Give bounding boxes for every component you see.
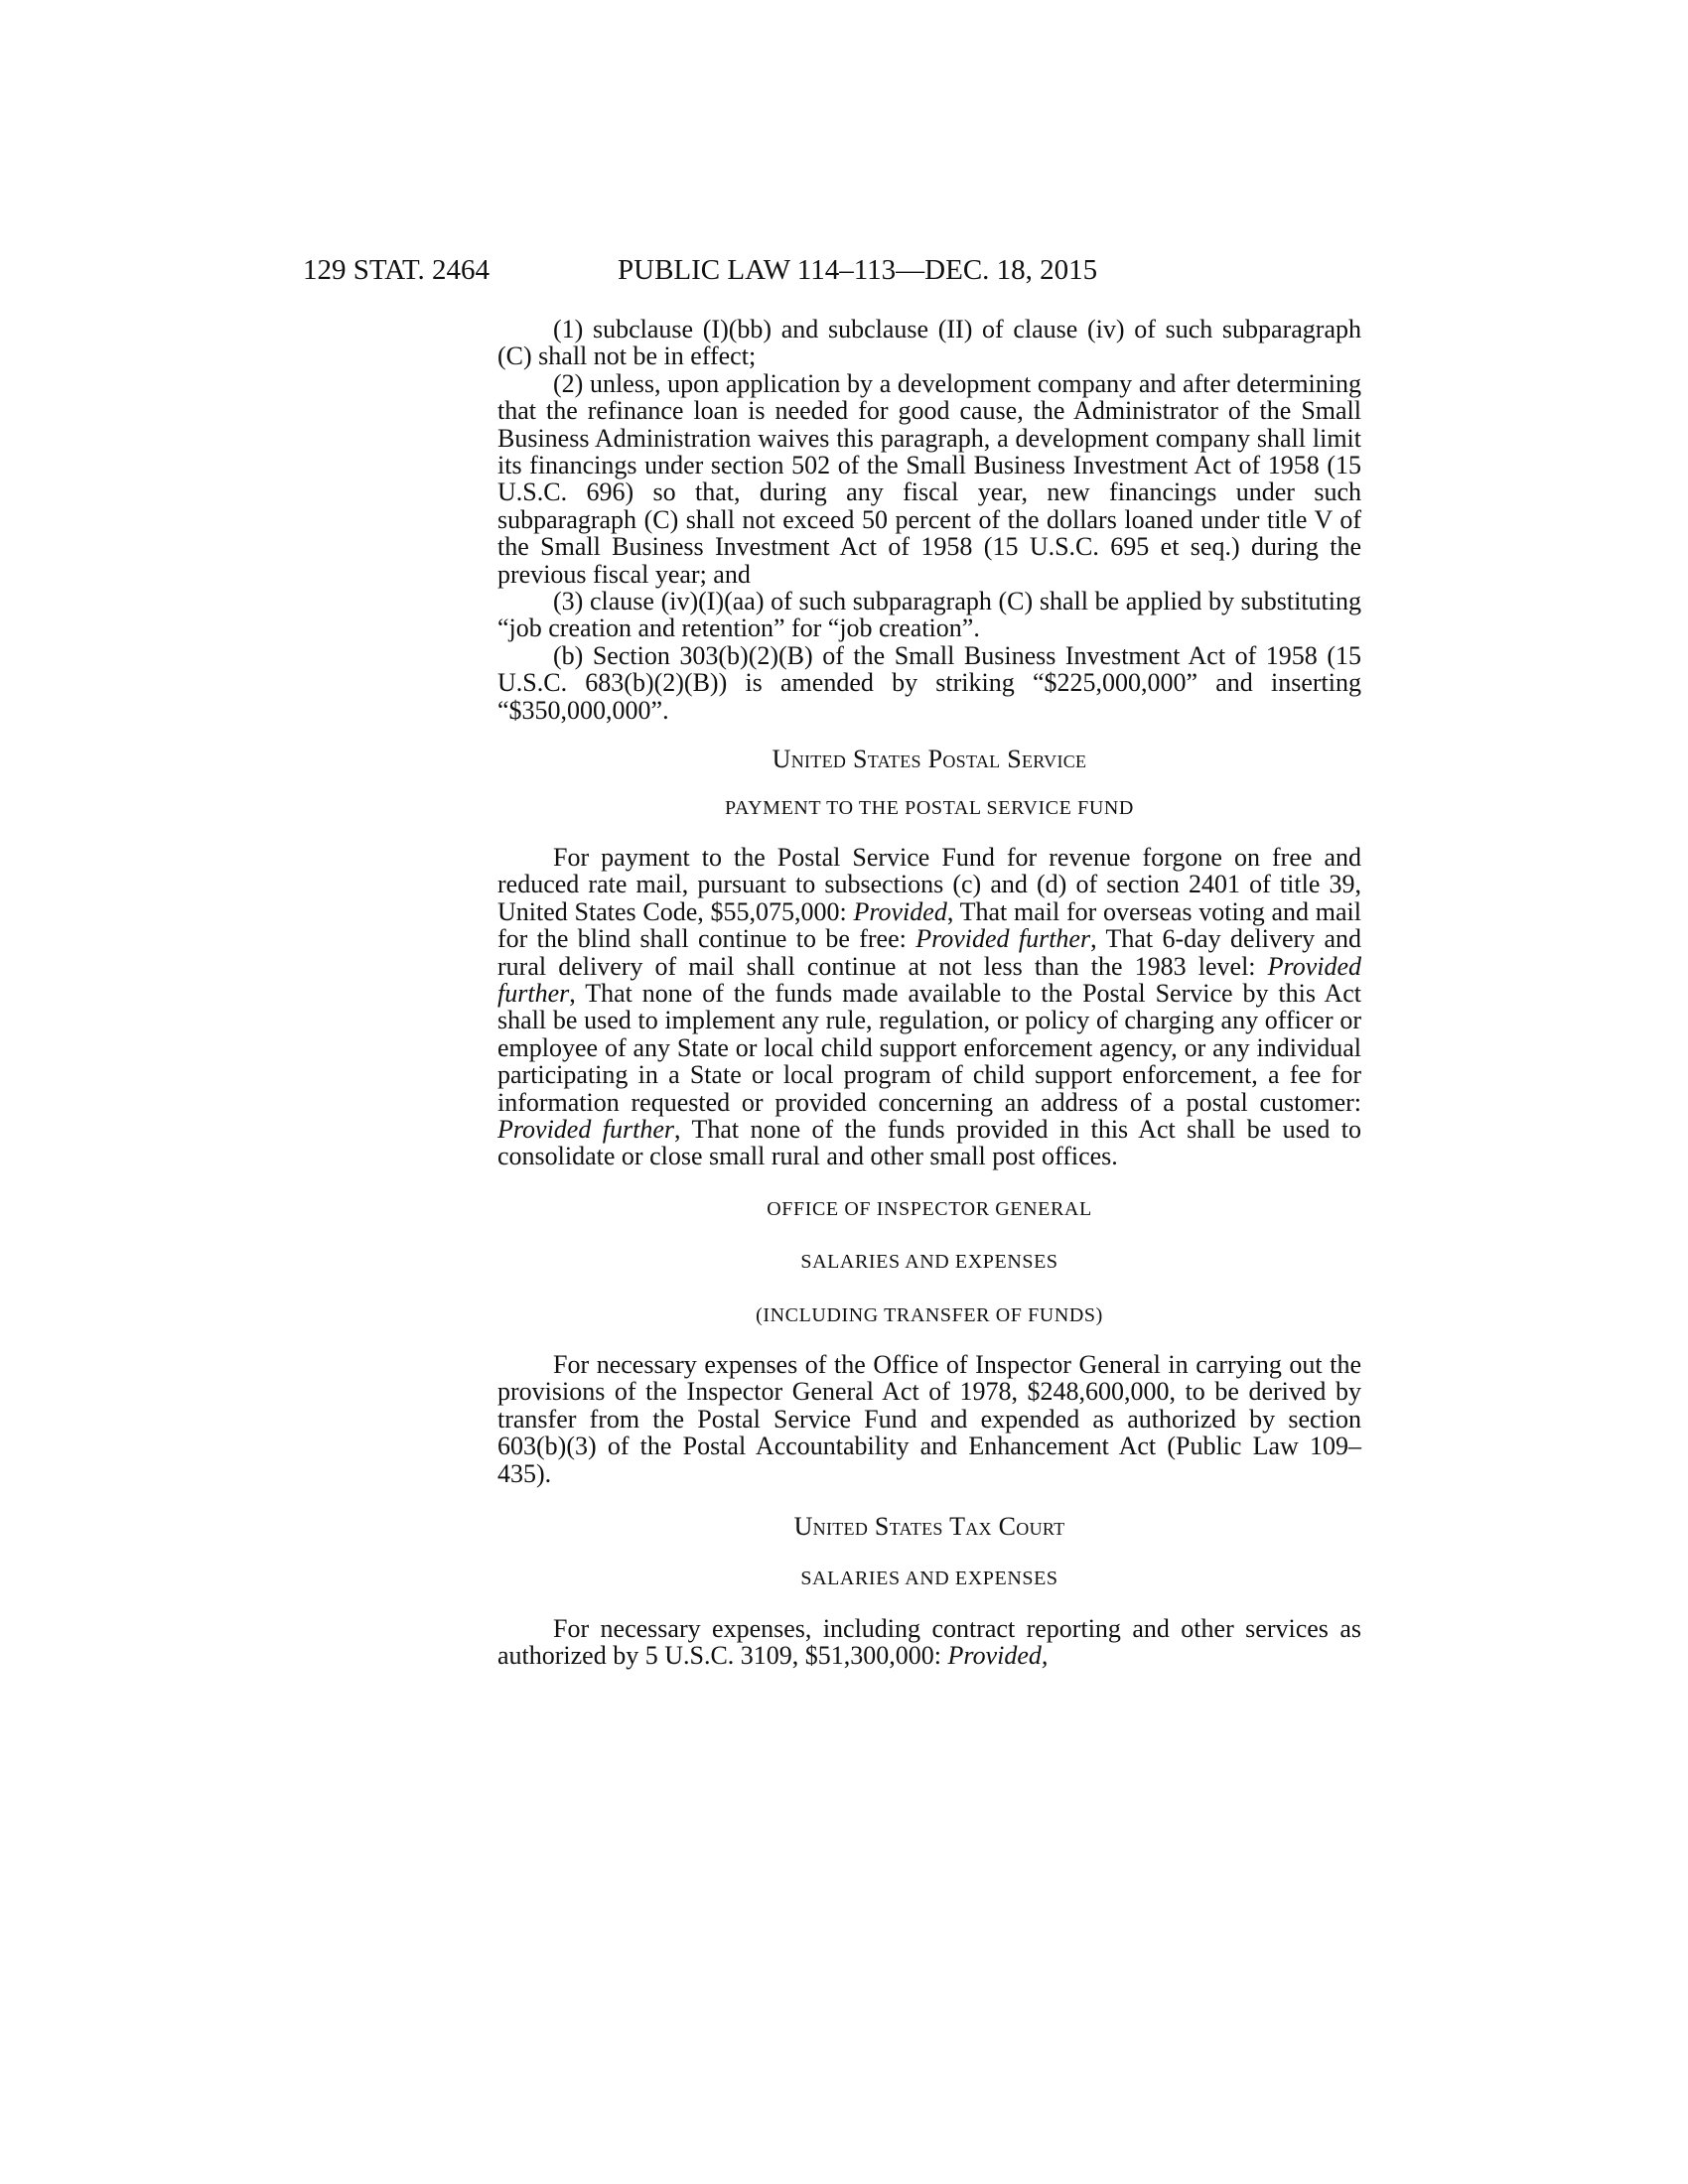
- oig-heading: OFFICE OF INSPECTOR GENERAL: [767, 1197, 1092, 1220]
- proviso-2: Provided further: [915, 924, 1091, 954]
- postal-fund-paragraph: For payment to the Postal Service Fund for revenue forgone on free and reduced rate mail, pursuant to subsections (c) and (d) of section 2401 of title 39, United States Code, $55,075,000: Provided, That mail for overseas voting and mail for the blind shall continue to be free: Provided further, That 6-day delivery and rural delivery of mail shall continue at not less than the 1983 level: Provided further, That none of the funds made available to the Postal Service by this Act shall be used to implement any rule, regulation, or policy of charging any officer or employee of any State or local child support enforcement agency, or any individual participating in a State or local program of child support enforcement, a fee for information requested or provided concerning an address of a postal customer: Provided further, That none of the funds provided in this Act shall be used to consolidate or close small rural and other small post offices.: [497, 842, 1362, 1171]
- proviso-1: Provided: [853, 896, 947, 926]
- oig-paragraph: For necessary expenses of the Office of Inspector General in carrying out the provisions of the Inspector General Act of 1978, $248,600,000, to be derived by transfer from the Postal Service Fund and expended as authorized by section 603(b)(3) of the Postal Accountability and Enhancement Act (Public Law 109–435).: [497, 1350, 1361, 1488]
- proviso-4: Provided further: [497, 1114, 675, 1144]
- oig-transfer-note: (INCLUDING TRANSFER OF FUNDS): [756, 1303, 1103, 1326]
- tax-court-subheading: SALARIES AND EXPENSES: [800, 1568, 1058, 1590]
- stat-page-number: 129 STAT. 2464: [303, 254, 491, 286]
- tax-court-proviso: Provided,: [947, 1641, 1049, 1671]
- clause-3: (3) clause (iv)(I)(aa) of such subparagraph (C) shall be applied by substituting “job creation and retention” for “job creation”.: [497, 587, 1361, 643]
- postal-service-heading: United States Postal Service: [772, 745, 1087, 774]
- clause-2: (2) unless, upon application by a development company and after determining that the refinance loan is needed for good cause, the Administrator of the Small Business Administration waives this paragraph, a development company shall limit its financings under section 502 of the Small Business Investment Act of 1958 (15 U.S.C. 696) so that, during any fiscal year, new financings under such subparagraph (C) shall not exceed 50 percent of the dollars loaned under title V of the Small Business Investment Act of 1958 (15 U.S.C. 695 et seq.) during the previous fiscal year; and: [497, 368, 1361, 589]
- postal-fund-subheading: PAYMENT TO THE POSTAL SERVICE FUND: [725, 796, 1134, 819]
- proviso-3: Provided further: [497, 951, 1361, 1008]
- tax-court-heading: United States Tax Court: [793, 1512, 1065, 1542]
- tax-court-paragraph: For necessary expenses, including contract reporting and other services as authorized by 5 U.S.C. 3109, $51,300,000: Provided,: [497, 1613, 1361, 1671]
- document-body: [497, 316, 1361, 1670]
- public-law-title: PUBLIC LAW 114–113—DEC. 18, 2015: [618, 254, 1098, 286]
- clause-1: (1) subclause (I)(bb) and subclause (II) of clause (iv) of such subparagraph (C) shall not be in effect;: [497, 315, 1361, 371]
- page-header: [0, 250, 1688, 290]
- oig-salaries-subheading: SALARIES AND EXPENSES: [800, 1251, 1058, 1274]
- subsection-b: (b) Section 303(b)(2)(B) of the Small Business Investment Act of 1958 (15 U.S.C. 683(b)(2)(B)) is amended by striking “$225,000,000” and inserting “$350,000,000”.: [497, 640, 1361, 725]
